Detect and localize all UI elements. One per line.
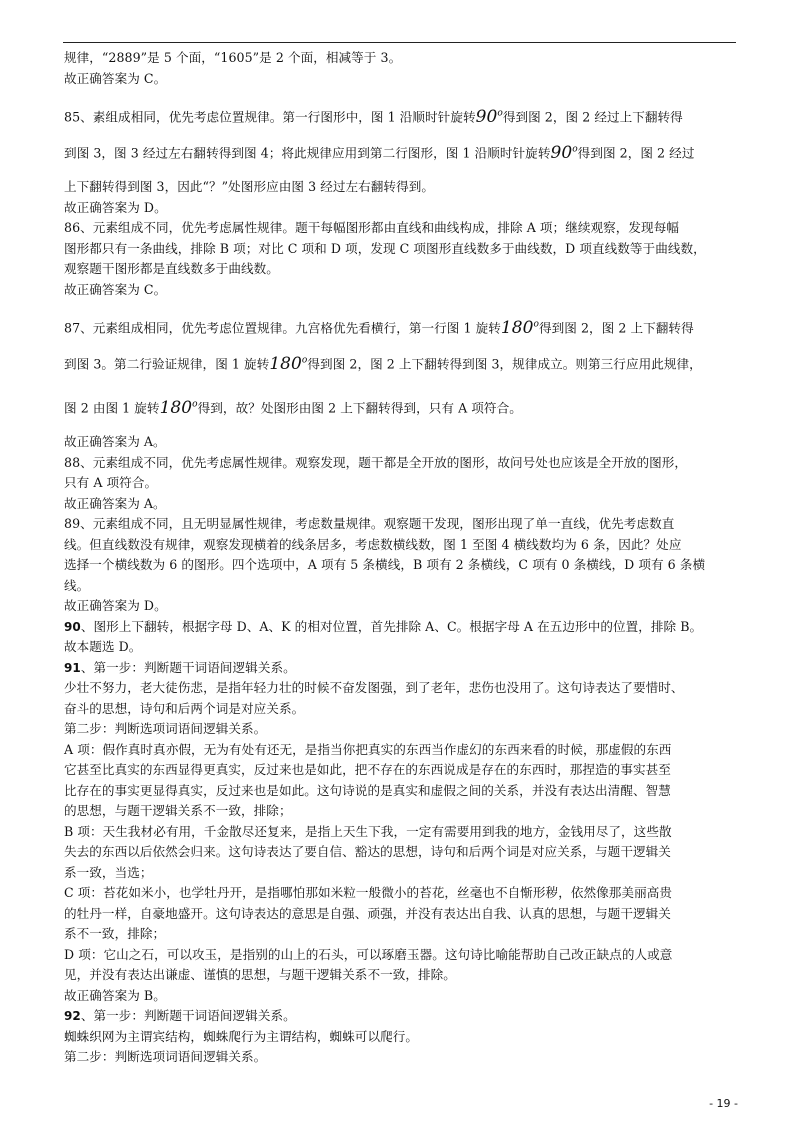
answer-line: 故正确答案为 C。 (64, 70, 167, 86)
angle-formula: 180$^o$ (269, 353, 308, 374)
text-line: 规律，“2889”是 5 个面，“1605”是 2 个面，相减等于 3。 (64, 50, 402, 65)
q91-line: 少壮不努力，老大徒伤悲，是指年轻力壮的时候不奋发图强，到了老年，悲伤也没用了。这句诗表达了要惜时、 (64, 680, 684, 695)
answer-line: 故正确答案为 D。 (64, 199, 167, 215)
option-c-line: 的牡丹一样，自豪地盛开。这句诗表达的意思是自强、顽强，并没有表达出自我、认真的思想，与题干逻辑关 (64, 905, 671, 921)
answer-line: 故正确答案为 C。 (64, 281, 167, 297)
header-rule (63, 42, 736, 43)
q92-line: 92、第一步：判断题干词语间逻辑关系。 (64, 1008, 296, 1023)
q86-line: 图形都只有一条曲线，排除 B 项；对比 C 项和 D 项，发现 C 项图形直线数多于曲线数，D 项直线数等于曲线数， (64, 240, 706, 256)
q88-line: 88、元素组成不同，优先考虑属性规律。观察发现，题干都是全开放的图形，故问号处也应该是全开放的图形， (64, 454, 688, 470)
q85-line: 上下翻转得到图 3，因此“？”处图形应由图 3 经过左右翻转得到。 (64, 179, 434, 194)
angle-formula: 180$^o$ (500, 317, 539, 338)
angle-formula: 90$^o$ (475, 106, 503, 127)
option-a-line: 它甚至比真实的东西显得更真实，反过来也是如此，把不存在的东西说成是存在的东西时，那捏造的事实甚至 (64, 762, 671, 777)
q90-line: 90、图形上下翻转，根据字母 D、A、K 的相对位置，首先排除 A、C。根据字母 A 在五边形中的位置，排除 B。 (64, 618, 703, 634)
q91-line: 第二步：判断选项词语间逻辑关系。 (64, 721, 267, 736)
answer-line: 故本题选 D。 (64, 639, 142, 654)
question-number: 90 (64, 619, 81, 634)
option-a-line: 的思想，与题干逻辑关系不一致，排除； (64, 803, 292, 818)
answer-line: 故正确答案为 A。 (64, 495, 166, 511)
q92-line: 第二步：判断选项词语间逻辑关系。 (64, 1049, 267, 1064)
q88-line: 只有 A 项符合。 (64, 475, 158, 490)
page-number: - 19 - (709, 1097, 738, 1110)
answer-line: 故正确答案为 A。 (64, 434, 166, 449)
q87-line: 87、元素组成相同，优先考虑位置规律。九宫格优先看横行，第一行图 1 旋转180$^o$得到图 2，图 2 上下翻转得 (64, 317, 694, 338)
option-c-line: C 项：苔花如米小，也学牡丹开，是指哪怕那如米粒一般微小的苔花，丝毫也不自惭形秽，依然像那美丽高贵 (64, 885, 672, 900)
option-d-line: 见，并没有表达出谦虚、谨慎的思想，与题干逻辑关系不一致，排除。 (64, 967, 456, 982)
option-b-line: 系一致，当选； (64, 864, 153, 880)
q87-line: 到图 3。第二行验证规律，图 1 旋转180$^o$得到图 2，图 2 上下翻转得到图 3，规律成立。则第三行应用此规律， (64, 353, 702, 374)
q92-line: 蜘蛛织网为主谓宾结构，蜘蛛爬行为主谓结构，蜘蛛可以爬行。 (64, 1028, 419, 1044)
q89-line: 89、元素组成不同，且无明显属性规律，考虑数量规律。观察题干发现，图形出现了单一直线，优先考虑数直 (64, 516, 675, 531)
q91-line: 91、第一步：判断题干词语间逻辑关系。 (64, 659, 296, 675)
option-d-line: D 项：它山之石，可以攻玉，是指别的山上的石头，可以琢磨玉器。这句诗比喻能帮助自己改正缺点的人或意 (64, 946, 673, 962)
option-a-line: 比存在的事实更显得真实，反过来也是如此。这句诗说的是真实和虚假之间的关系，并没有表达出清醒、智慧 (64, 782, 671, 798)
q91-line: 奋斗的思想，诗句和后两个词是对应关系。 (64, 700, 305, 716)
question-number: 91 (64, 660, 81, 675)
answer-line: 故正确答案为 D。 (64, 598, 167, 613)
angle-formula: 90$^o$ (550, 142, 578, 163)
option-c-line: 系不一致，排除； (64, 926, 166, 941)
q85-line: 85、素组成相同，优先考虑位置规律。第一行图形中，图 1 沿顺时针旋转90$^o$得到图 2，图 2 经过上下翻转得 (64, 106, 683, 127)
q89-line: 线。 (64, 577, 90, 593)
q86-line: 观察题干图形都是直线数多于曲线数。 (64, 261, 279, 276)
q89-line: 选择一个横线数为 6 的图形。四个选项中，A 项有 5 条横线，B 项有 2 条横线，C 项有 0 条横线，D 项有 6 条横 (64, 557, 706, 572)
question-number: 92 (64, 1009, 81, 1023)
answer-explanations (64, 48, 740, 1068)
angle-formula: 180$^o$ (159, 397, 198, 418)
option-a-line: A 项：假作真时真亦假，无为有处有还无，是指当你把真实的东西当作虚幻的东西来看的时候，那虚假的东西 (64, 741, 672, 757)
q87-line: 图 2 由图 1 旋转180$^o$得到，故？处图形由图 2 上下翻转得到，只有 A 项符合。 (64, 397, 522, 418)
q85-line: 到图 3，图 3 经过左右翻转得到图 4；将此规律应用到第二行图形，图 1 沿顺时针旋转90$^o$得到图 2，图 2 经过 (64, 142, 695, 163)
option-b-line: B 项：天生我材必有用，千金散尽还复来，是指上天生下我，一定有需要用到我的地方，金钱用尽了，这些散 (64, 823, 672, 839)
q86-line: 86、元素组成不同，优先考虑属性规律。题干每幅图形都由直线和曲线构成，排除 A 项；继续观察，发现每幅 (64, 220, 679, 235)
q89-line: 线。但直线数没有规律，观察发现横着的线条居多，考虑数横线数，图 1 至图 4 横线数均为 6 条，因此？处应 (64, 536, 682, 552)
answer-line: 故正确答案为 B。 (64, 987, 166, 1003)
option-b-line: 失去的东西以后依然会归来。这句诗表达了要自信、豁达的思想，诗句和后两个词是对应关系，与题干逻辑关 (64, 844, 671, 859)
